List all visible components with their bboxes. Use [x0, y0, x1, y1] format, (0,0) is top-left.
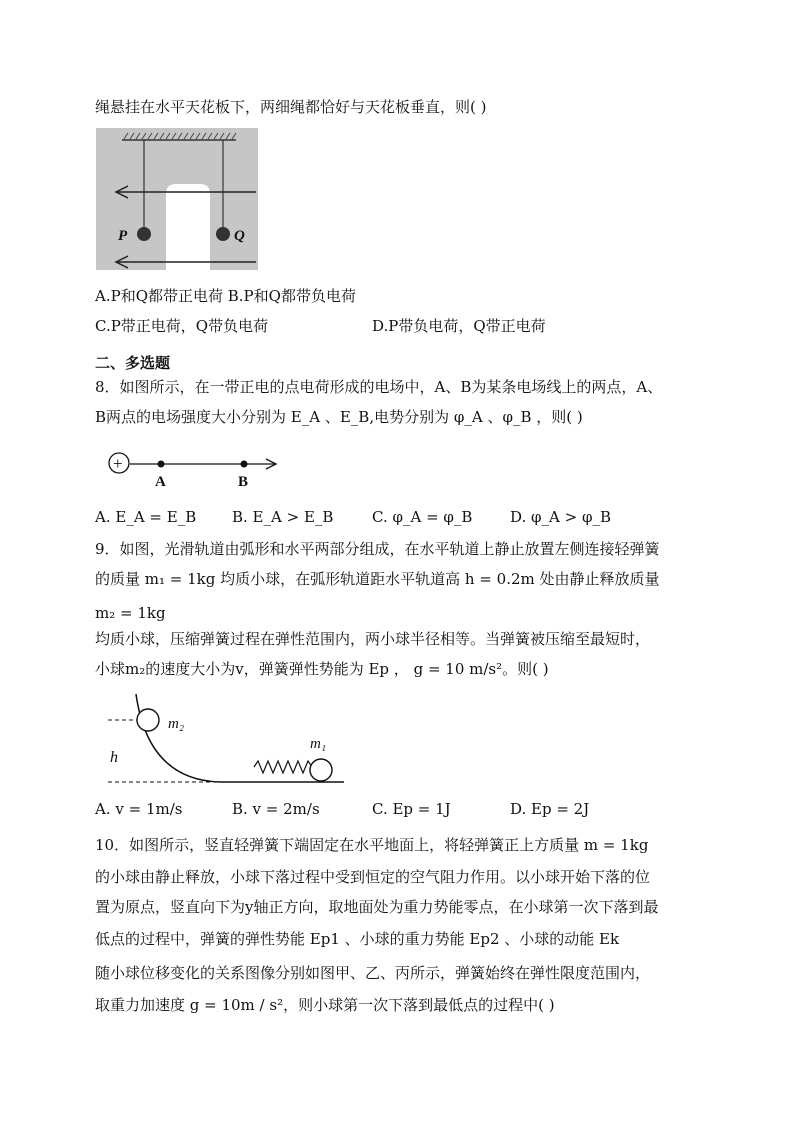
q9-line4: 均质小球，压缩弹簧过程在弹性范围内，两小球半径相等。当弹簧被压缩至最短时，	[95, 630, 651, 648]
q9-line2: 的质量 m₁ = 1kg 均质小球，在弧形轨道距水平轨道高 h = 0.2m 处由静止释放质量	[95, 570, 660, 588]
q9-option-b: B. v = 2m/s	[232, 800, 320, 818]
q10-line3: 置为原点，竖直向下为y轴正方向，取地面处为重力势能零点，在小球第一次下落到最	[95, 898, 659, 916]
q9-option-c: C. Ep = 1J	[372, 800, 451, 818]
q9-line3: m₂ = 1kg	[95, 604, 166, 622]
ball-m1	[310, 759, 332, 781]
q10-line2: 的小球由静止释放，小球下落过程中受到恒定的空气阻力作用。以小球开始下落的位	[95, 868, 651, 886]
label-m2: m₂	[168, 716, 185, 732]
q10-line6: 取重力加速度 g = 10m / s²，则小球第一次下落到最低点的过程中( )	[95, 996, 555, 1014]
q10-line4: 低点的过程中，弹簧的弹性势能 Ep1 、小球的重力势能 Ep2 、小球的动能 Ek	[95, 930, 620, 948]
label-h: h	[110, 749, 118, 766]
point-b	[241, 461, 248, 468]
q8-option-b: B. E_A > E_B	[232, 508, 334, 526]
q7-stem: 绳悬挂在水平天花板下，两细绳都恰好与天花板垂直，则( )	[95, 98, 487, 116]
q9-line1: 9．如图，光滑轨道由弧形和水平两部分组成，在水平轨道上静止放置左侧连接轻弹簧	[95, 540, 660, 558]
q8-line1: 8．如图所示，在一带正电的点电荷形成的电场中，A、B为某条电场线上的两点，A、	[95, 378, 663, 396]
label-p: P	[118, 228, 128, 244]
ball-p	[137, 227, 151, 241]
q8-figure	[104, 448, 284, 492]
q10-line1: 10．如图所示，竖直轻弹簧下端固定在水平地面上，将轻弹簧正上方质量 m = 1kg	[95, 836, 649, 854]
q10-line5: 随小球位移变化的关系图像分别如图甲、乙、丙所示，弹簧始终在弹性限度范围内，	[95, 964, 651, 982]
q8-option-d: D. φ_A > φ_B	[510, 508, 611, 526]
q7-option-c: C.P带正电荷，Q带负电荷	[95, 317, 269, 335]
q8-option-c: C. φ_A = φ_B	[372, 508, 473, 526]
q8-line2: B两点的电场强度大小分别为 E_A 、E_B,电势分别为 φ_A 、φ_B ，则( )	[95, 408, 583, 426]
q8-option-a: A. E_A = E_B	[95, 508, 197, 526]
q9-line5: 小球m₂的速度大小为v，弹簧弹性势能为 Ep ， g = 10 m/s²。则( )	[95, 660, 549, 678]
ball-q	[216, 227, 230, 241]
label-q: Q	[234, 228, 245, 244]
q9-figure	[108, 694, 358, 790]
q9-option-d: D. Ep = 2J	[510, 800, 590, 818]
label-a: A	[155, 474, 166, 490]
q7-figure	[96, 128, 258, 270]
section-title: 二、多选题	[95, 354, 171, 372]
label-m1: m₁	[310, 736, 327, 752]
label-b: B	[238, 474, 249, 490]
q9-option-a: A. v = 1m/s	[95, 800, 183, 818]
spring	[254, 761, 312, 773]
q7-option-ab: A.P和Q都带正电荷 B.P和Q都带负电荷	[95, 287, 356, 305]
q7-option-d: D.P带负电荷，Q带正电荷	[372, 317, 546, 335]
ball-m2	[137, 709, 159, 731]
plus-sign: +	[113, 454, 123, 473]
point-a	[158, 461, 165, 468]
